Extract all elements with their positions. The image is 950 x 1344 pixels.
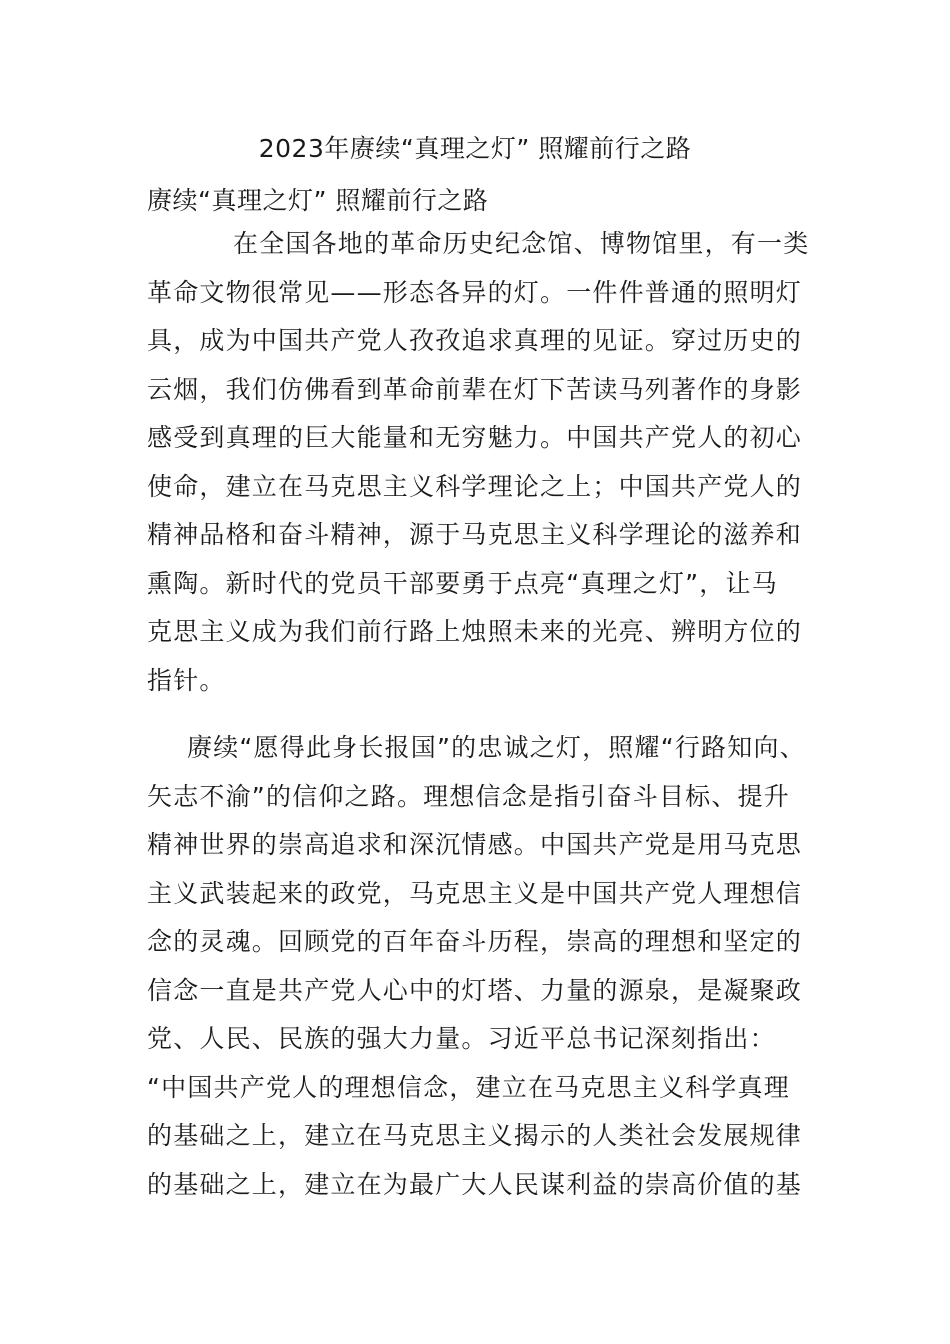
paragraph-line: 赓续“愿得此身长报国”的忠诚之灯，照耀“行路知向、 [187, 733, 806, 762]
paragraph-line: 感受到真理的巨大能量和无穷魅力。中国共产党人的初心 [147, 423, 803, 452]
paragraph-line: 使命，建立在马克思主义科学理论之上；中国共产党人的 [147, 471, 803, 501]
paragraph-line: 革命文物很常见——形态各异的灯。一件件普通的照明灯 [147, 277, 803, 307]
paragraph-line: 精神世界的崇高追求和深沉情感。中国共产党是用马克思 [147, 830, 803, 859]
paragraph-line: 矢志不渝”的信仰之路。理想信念是指引奋斗目标、提升 [147, 781, 790, 811]
paragraph-line: 熏陶。新时代的党员干部要勇于点亮“真理之灯”，让马 [147, 568, 778, 598]
paragraph-line: 精神品格和奋斗精神，源于马克思主义科学理论的滋养和 [147, 520, 803, 549]
paragraph-line: 克思主义成为我们前行路上烛照未来的光亮、辨明方位的 [147, 617, 803, 646]
paragraph-line: 信念一直是共产党人心中的灯塔、力量的源泉，是凝聚政 [147, 975, 803, 1005]
paragraph-2 [147, 724, 837, 1209]
paragraph-line: 主义武装起来的政党，马克思主义是中国共产党人理想信 [147, 878, 803, 908]
paragraph-line: 具，成为中国共产党人孜孜追求真理的见证。穿过历史的 [147, 326, 803, 355]
paragraph-line: 念的灵魂。回顾党的百年奋斗历程，崇高的理想和坚定的 [147, 927, 803, 956]
paragraph-line: 在全国各地的革命历史纪念馆、博物馆里，有一类 [233, 229, 810, 258]
paragraph-line: “中国共产党人的理想信念，建立在马克思主义科学真理 [147, 1072, 790, 1102]
paragraph-line: 的基础之上，建立在为最广大人民谋利益的崇高价值的基 [147, 1169, 803, 1199]
paragraph-1 [147, 220, 837, 705]
paragraph-line: 的基础之上，建立在马克思主义揭示的人类社会发展规律 [147, 1121, 803, 1150]
paragraph-line: 指针。 [147, 665, 226, 695]
paragraph-line: 云烟，我们仿佛看到革命前辈在灯下苦读马列著作的身影 [147, 374, 803, 404]
paragraph-line: 党、人民、民族的强大力量。习近平总书记深刻指出： [147, 1024, 776, 1053]
document-subtitle: 赓续“真理之灯” 照耀前行之路 [147, 186, 489, 215]
document-title: 2023年赓续“真理之灯” 照耀前行之路 [258, 134, 692, 163]
